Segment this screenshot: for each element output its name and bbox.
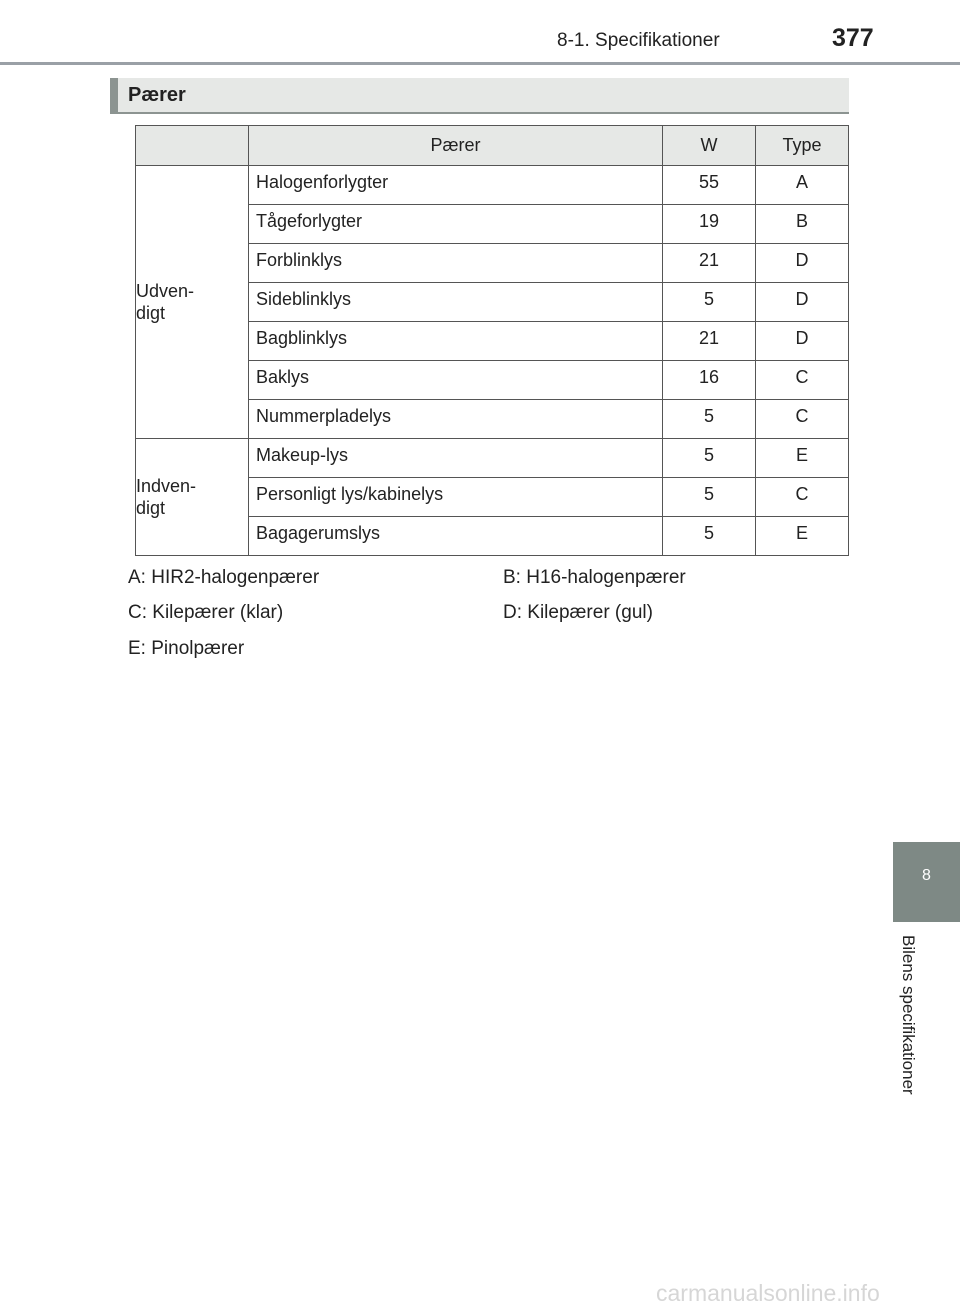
legend-e: E: Pinolpærer [128,638,245,659]
bulb-name: Bagblinklys [249,322,663,361]
bulb-name: Sideblinklys [249,283,663,322]
bulb-type: D [756,322,849,361]
table-row [136,439,849,478]
bulb-type: A [756,166,849,205]
bulb-name: Halogenforlygter [249,166,663,205]
table-row [136,166,849,205]
bulb-type: D [756,244,849,283]
legend-a: A: HIR2-halogenpærer [128,567,320,588]
bulb-watt: 21 [663,322,756,361]
bulb-name: Makeup-lys [249,439,663,478]
watermark: carmanualsonline.info [656,1280,880,1306]
bulb-name: Personligt lys/kabinelys [249,478,663,517]
bulb-watt: 5 [663,439,756,478]
chapter-heading: 8-1. Specifikationer [557,30,720,51]
bulb-type: E [756,517,849,556]
bulb-type: D [756,283,849,322]
column-header-type: Type [756,126,849,166]
page-number: 377 [832,24,874,52]
bulb-watt: 5 [663,283,756,322]
bulb-watt: 5 [663,478,756,517]
bulb-table [135,125,849,556]
column-header-bulbs: Pærer [249,126,663,166]
chapter-tab [893,842,960,922]
group-label-exterior: Udven- digt [136,166,249,439]
table-header-row [136,126,849,166]
bulb-type: C [756,400,849,439]
bulb-type: C [756,478,849,517]
bulb-name: Nummerpladelys [249,400,663,439]
bulb-watt: 5 [663,517,756,556]
bulb-name: Baklys [249,361,663,400]
bulb-name: Forblinklys [249,244,663,283]
legend-c: C: Kilepærer (klar) [128,602,284,623]
section-title-bar [110,78,849,114]
chapter-tab-number: 8 [922,867,931,884]
column-header-group [136,126,249,166]
bulb-type: E [756,439,849,478]
bulb-watt: 21 [663,244,756,283]
group-label-interior: Indven- digt [136,439,249,556]
legend-b: B: H16-halogenpærer [503,567,686,588]
column-header-watt: W [663,126,756,166]
chapter-tab-label: Bilens specifikationer [899,935,918,1095]
bulb-type: B [756,205,849,244]
bulb-name: Tågeforlygter [249,205,663,244]
header-rule [0,62,960,65]
bulb-watt: 5 [663,400,756,439]
bulb-type: C [756,361,849,400]
section-title: Pærer [128,84,186,106]
legend-d: D: Kilepærer (gul) [503,602,653,623]
bulb-watt: 55 [663,166,756,205]
bulb-watt: 19 [663,205,756,244]
bulb-name: Bagagerumslys [249,517,663,556]
section-accent [110,78,118,112]
bulb-watt: 16 [663,361,756,400]
